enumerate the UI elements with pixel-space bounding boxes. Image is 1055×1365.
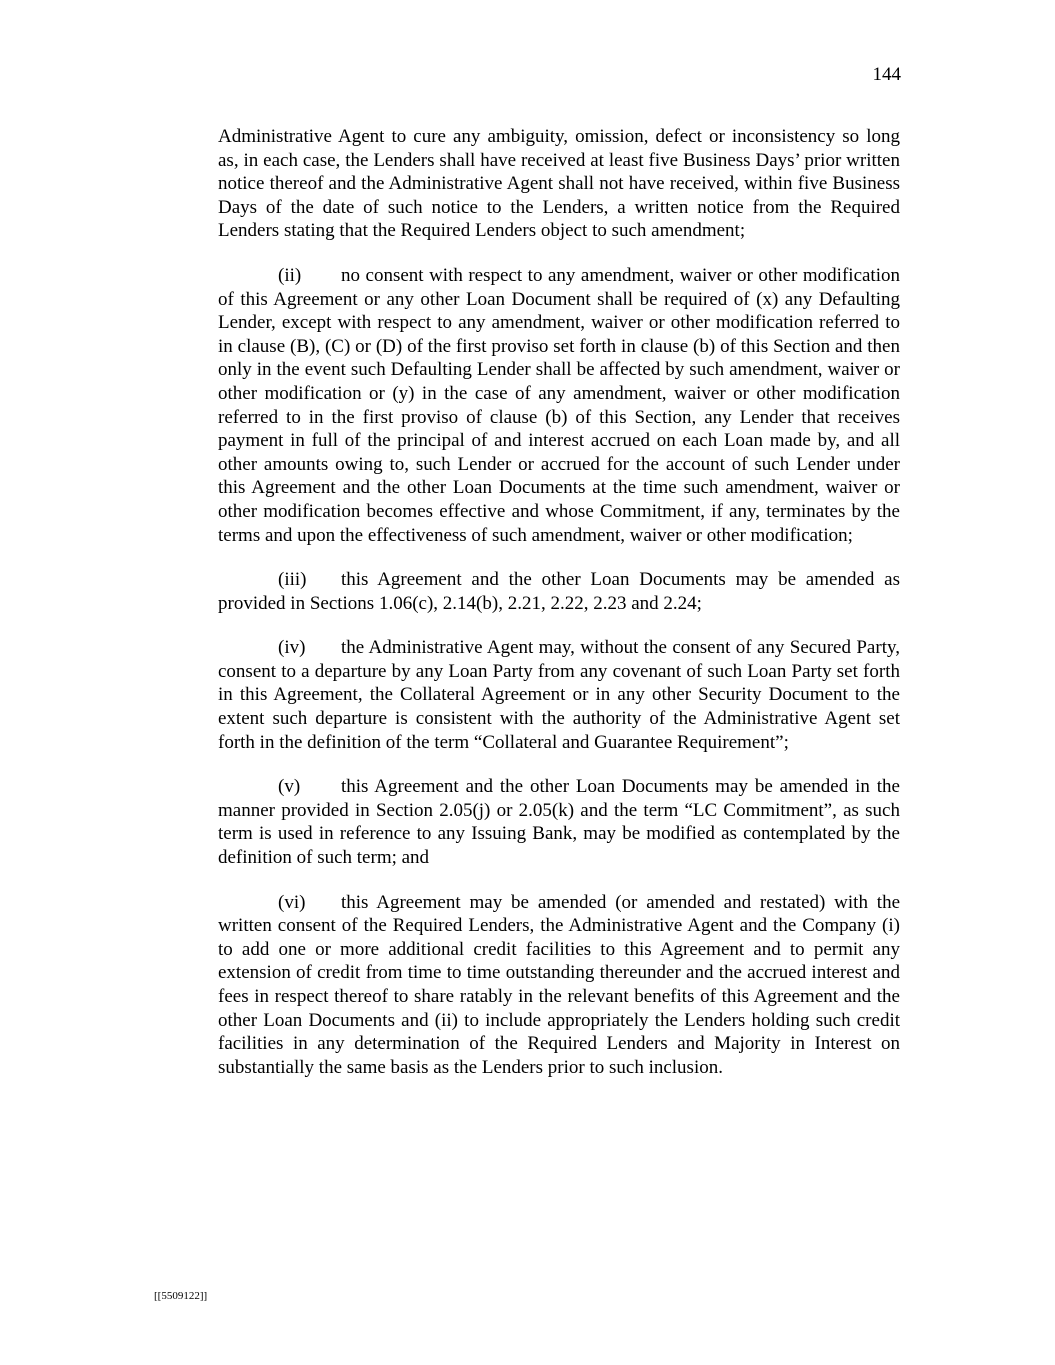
clause-text: no consent with respect to any amendment, waiver or other modification of this Agreement or any other Loan Document shall be required of (x) any Defaulting Lender, except with respect to any amendment, waiver or other modification referred to in clause (B), (C) or (D) of the first proviso set forth in clause (b) of this Section and then only in the event such Defaulting Lender shall be affected by such amendment, waiver or other modification or (y) in the case of any amendment, waiver or other modification referred to in the first proviso of clause (b) of this Section, any Lender that receives payment in full of the principal of and interest accrued on each Loan made by, and all other amounts owing to, such Lender or accrued for the account of such Lender under this Agreement and the other Loan Documents at the time such amendment, waiver or other modification becomes effective and whose Commitment, if any, terminates by the terms and upon the effectiveness of such amendment, waiver or other modification; <box>218 264 900 546</box>
clause-text: this Agreement and the other Loan Documents may be amended as provided in Sections 1.06(c), 2.14(b), 2.21, 2.22, 2.23 and 2.24; <box>218 569 900 614</box>
clause-vi <box>218 891 900 1080</box>
clause-number: (iv) <box>278 637 306 659</box>
clause-number: (iii) <box>278 569 307 591</box>
clause-iv <box>218 636 900 754</box>
clause-iii <box>218 568 900 615</box>
paragraph-text: Administrative Agent to cure any ambiguity, omission, defect or inconsistency so long as, in each case, the Lenders shall have received at least five Business Days’ prior written notice thereof and the Administrative Agent shall not have received, within five Business Days of the date of such notice to the Lenders, a written notice from the Required Lenders stating that the Required Lenders object to such amendment; <box>218 126 900 242</box>
paragraph-continuation <box>218 125 900 243</box>
document-body <box>218 125 900 1100</box>
clause-number: (v) <box>278 776 301 798</box>
clause-text: this Agreement may be amended (or amended and restated) with the written consent of the Required Lenders, the Administrative Agent and the Company (i) to add one or more additional credit facilities to this Agreement and to permit any extension of credit from time to time outstanding thereunder and the accrued interest and fees in respect thereof to share ratably in the relevant benefits of this Agreement and the other Loan Documents and (ii) to include appropriately the Lenders holding such credit facilities in any determination of the Required Lenders and Majority in Interest on substantially the same basis as the Lenders prior to such inclusion. <box>218 891 900 1078</box>
clause-v <box>218 775 900 869</box>
page-number: 144 <box>872 64 901 85</box>
clause-ii <box>218 264 900 547</box>
clause-text: the Administrative Agent may, without the consent of any Secured Party, consent to a departure by any Loan Party from any covenant of such Loan Party set forth in this Agreement, the Collateral Agreement or in any other Security Document to the extent such departure is consistent with the authority of the Administrative Agent set forth in the definition of the term “Collateral and Guarantee Requirement”; <box>218 637 900 753</box>
clause-text: this Agreement and the other Loan Documents may be amended in the manner provided in Section 2.05(j) or 2.05(k) and the term “LC Commitment”, as such term is used in reference to any Issuing Bank, may be modified as contemplated by the definition of such term; and <box>218 776 900 869</box>
clause-number: (ii) <box>278 264 302 286</box>
clause-number: (vi) <box>278 891 306 913</box>
document-id: [[5509122]] <box>154 1290 208 1302</box>
